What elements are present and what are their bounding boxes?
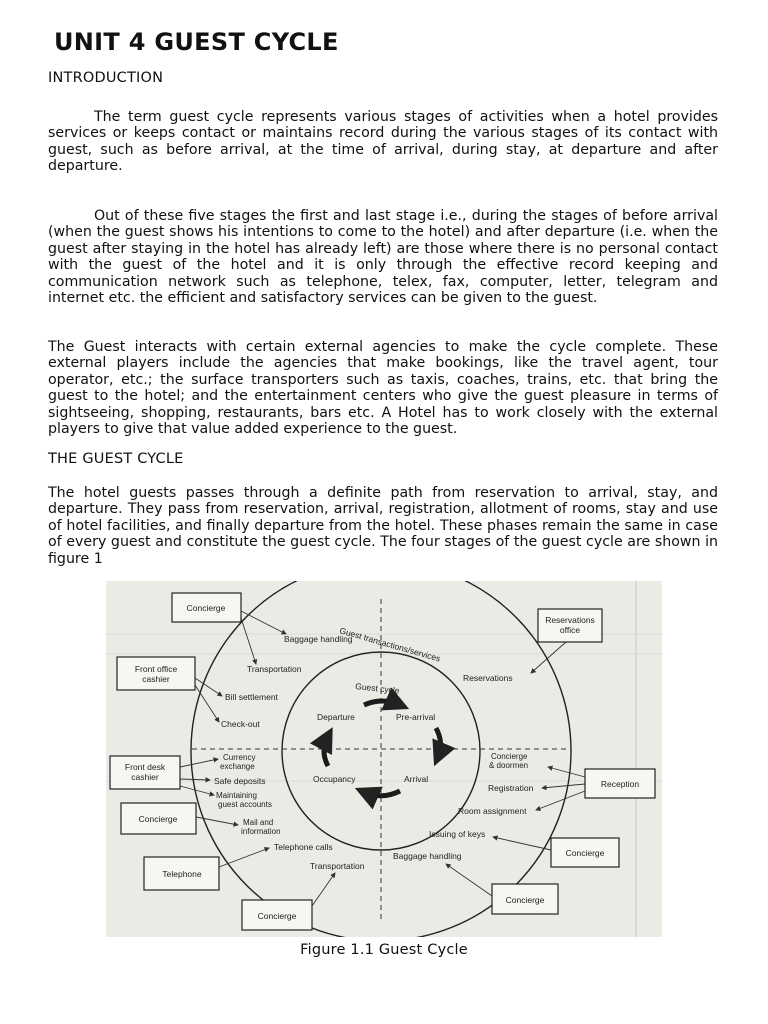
arrow-arrival-to-occupancy — [364, 791, 400, 796]
box-reservations-office — [538, 609, 602, 642]
box-concierge-bottom — [242, 900, 312, 930]
service-baggage-handling-bottom: Baggage handling — [393, 851, 462, 861]
section-heading-guest-cycle: THE GUEST CYCLE — [48, 451, 184, 467]
service-transportation-bottom: Transportation — [310, 861, 365, 871]
svg-text:Concierge: Concierge — [505, 895, 545, 905]
page-title: UNIT 4 GUEST CYCLE — [54, 28, 339, 56]
arrow-departure-to-prearrival — [364, 701, 400, 705]
svg-text:Front deskcashier: Front desk cashier — [124, 762, 166, 782]
box-concierge-top — [172, 593, 241, 622]
service-transportation-top: Transportation — [247, 664, 302, 674]
guest-cycle-diagram — [106, 581, 662, 937]
service-check-out: Check-out — [221, 719, 260, 729]
service-reservations: Reservations — [463, 673, 513, 683]
box-telephone — [144, 857, 219, 890]
paragraph-intro-1: The term guest cycle represents various stages of activities when a hotel provides services or keeps contact or maintains record during the various stages of its contact with guest, such as before arrival, at the time of arrival, during stay, at departure and after departure. — [48, 109, 718, 175]
stage-departure: Departure — [317, 712, 355, 722]
paragraph-intro-3: The Guest interacts with certain external agencies to make the cycle complete. These external players include the agencies that make bookings, like the travel agent, tour operator, etc.; the surface transporters such as taxis, coaches, trains, etc. that bring the guest to the hotel; and the entertainment centers who give the guest pleasure in terms of sightseeing, shopping, restaurants, bars etc. A Hotel has to work closely with the external players to give that value added experience to the guest. — [48, 339, 718, 438]
service-room-assignment: Room assignment — [458, 806, 527, 816]
service-baggage-handling-top: Baggage handling — [284, 634, 353, 644]
box-reception — [585, 769, 655, 798]
service-bill-settlement: Bill settlement — [225, 692, 278, 702]
service-concierge-doormen: Concierge & doormen — [489, 752, 529, 770]
svg-text:Concierge: Concierge — [186, 603, 226, 613]
svg-text:Reception: Reception — [600, 779, 640, 789]
guest-cycle-figure — [106, 581, 662, 937]
box-concierge-bottom-right — [492, 884, 558, 914]
svg-text:Reservationsoffice: Reservations office — [545, 615, 595, 635]
box-front-desk-cashier — [110, 756, 180, 789]
service-issuing-of-keys: Issuing of keys — [429, 829, 486, 839]
svg-text:Concierge: Concierge — [565, 848, 605, 858]
box-front-office-cashier — [117, 657, 195, 690]
service-mail-information: Mail and information — [241, 818, 281, 836]
arrow-prearrival-to-arrival — [436, 728, 441, 757]
box-concierge-left — [121, 803, 196, 834]
stage-pre-arrival: Pre-arrival — [396, 712, 436, 722]
stage-arrival: Arrival — [404, 774, 429, 784]
service-registration: Registration — [488, 783, 534, 793]
svg-text:Front officecashier: Front office cashier — [134, 664, 178, 684]
stage-occupancy: Occupancy — [313, 774, 356, 784]
svg-text:Telephone: Telephone — [162, 869, 202, 879]
svg-text:Concierge: Concierge — [257, 911, 297, 921]
outer-circle-label: Guest transactions/services — [338, 625, 442, 664]
paragraph-guest-cycle: The hotel guests passes through a definite path from reservation to arrival, stay, and departure. They pass from reservation, arrival, registration, allotment of rooms, stay and use of hotel facilities, and finally departure from the hotel. These phases remain the same in case of every guest and constitute the guest cycle. The four stages of the guest cycle are shown in figure 1 — [48, 485, 718, 567]
box-concierge-right — [551, 838, 619, 867]
service-currency-exchange: Currency exchange — [220, 753, 256, 771]
svg-text:Concierge: Concierge — [138, 814, 178, 824]
paragraph-intro-2: Out of these five stages the first and last stage i.e., during the stages of before arrival (when the guest shows his intentions to come to the hotel) and after departure (i.e. when the guest after staying in the hotel has already left) are those where there is no personal contact with the guest of the hotel and it is only through the effective record keeping and communication network such as telephone, telex, fax, computer, letter, telegram and internet etc. the efficient and satisfactory services can be given to the guest. — [48, 208, 718, 307]
inner-circle-label: Guest cycle — [354, 681, 400, 696]
service-maintaining-guest-accounts: Maintaining guest accounts — [216, 791, 272, 809]
arrow-occupancy-to-departure — [324, 736, 328, 766]
service-safe-deposits: Safe deposits — [214, 776, 266, 786]
section-heading-introduction: INTRODUCTION — [48, 70, 164, 86]
figure-caption: Figure 1.1 Guest Cycle — [300, 942, 468, 958]
service-telephone-calls: Telephone calls — [274, 842, 333, 852]
